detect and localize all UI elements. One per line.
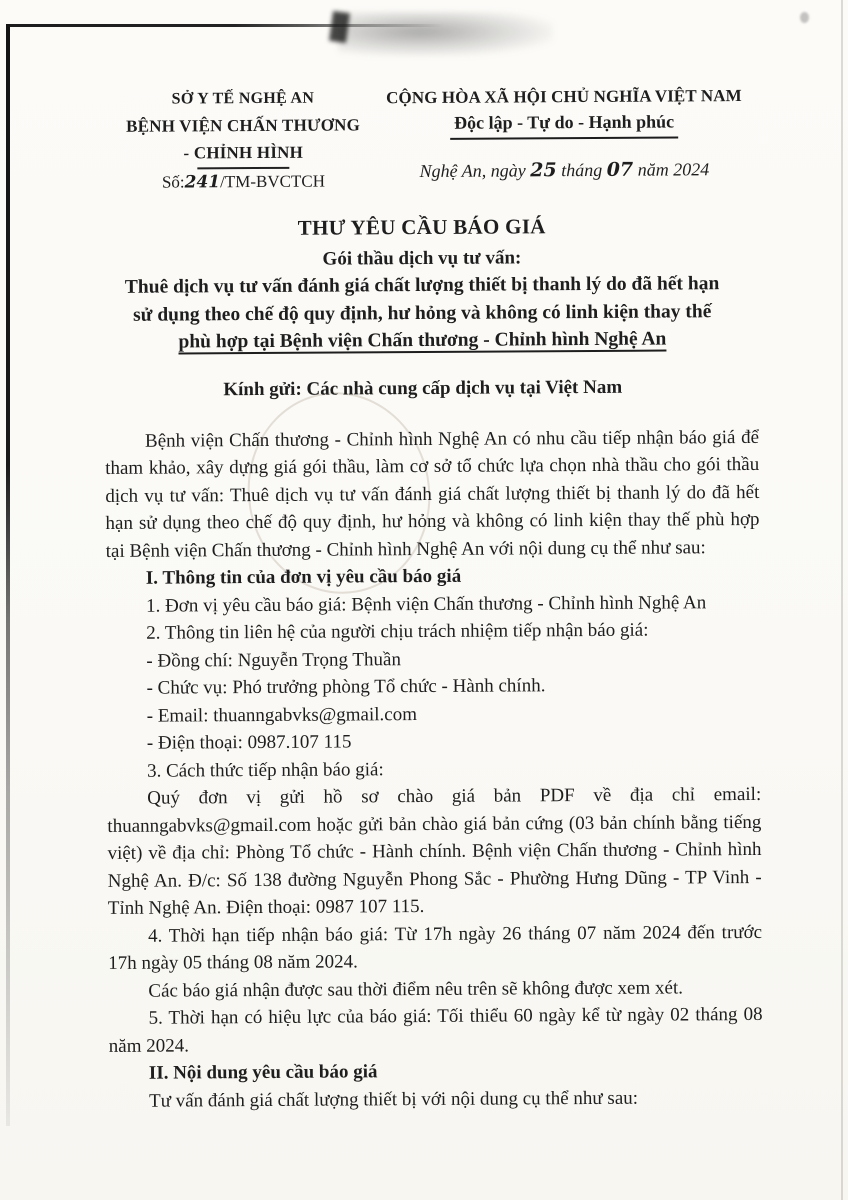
document-title: THƯ YÊU CẦU BÁO GIÁ bbox=[297, 214, 546, 240]
contact-position-line: - Chức vụ: Phó trưởng phòng Tổ chức - Hành chính. bbox=[146, 675, 546, 699]
package-title-line2: sử dụng theo chế độ quy định, hư hỏng và không có linh kiện thay thế bbox=[133, 300, 712, 326]
body-item-2: 2. Thông tin liên hệ của người chịu trách nhiệm tiếp nhận báo giá: bbox=[146, 619, 649, 644]
package-label: Gói thầu dịch vụ tư vấn: bbox=[322, 247, 522, 270]
body-item-5: 5. Thời hạn có hiệu lực của báo giá: Tối thiểu 60 ngày kể từ ngày 02 tháng 08 năm 2024. bbox=[108, 1003, 763, 1057]
national-motto-wrap bbox=[349, 109, 779, 141]
body-paragraph-closing: Tư vấn đánh giá chất lượng thiết bị với nội dung cụ thể như sau: bbox=[148, 1087, 639, 1112]
document-number-handwritten: 241 bbox=[184, 172, 221, 193]
document-number-prefix: Số: bbox=[161, 172, 185, 192]
date-prefix: Nghệ An, ngày bbox=[419, 160, 531, 182]
date-month-handwritten: 07 bbox=[606, 158, 634, 181]
body-item-1: 1. Đơn vị yêu cầu báo giá: Bệnh viện Chấn thương - Chỉnh hình Nghệ An bbox=[145, 591, 707, 617]
national-title: CỘNG HÒA XÃ HỘI CHỦ NGHĨA VIỆT NAM bbox=[386, 86, 742, 108]
title-block bbox=[0, 209, 846, 357]
document-body bbox=[105, 423, 763, 1114]
body-item-3: 3. Cách thức tiếp nhận báo giá: bbox=[146, 758, 384, 782]
document-number-suffix: /TM-BVCTCH bbox=[220, 171, 326, 192]
contact-email-line: - Email: thuanngabvks@gmail.com bbox=[146, 703, 418, 727]
salutation: Kính gửi: Các nhà cung cấp dịch vụ tại Việt Nam bbox=[223, 376, 623, 400]
contact-phone-line: - Điện thoại: 0987.107 115 bbox=[146, 731, 352, 754]
package-title-line1: Thuê dịch vụ tư vấn đánh giá chất lượng thiết bị thanh lý do đã hết hạn bbox=[124, 273, 720, 298]
org-name-line1: BỆNH VIỆN CHẤN THƯƠNG bbox=[126, 115, 361, 136]
section-heading-1: I. Thông tin của đơn vị yêu cầu báo giá bbox=[145, 565, 462, 589]
section-heading-2: II. Nội dung yêu cầu báo giá bbox=[148, 1061, 378, 1084]
org-parent-name: SỞ Y TẾ NGHỆ AN bbox=[171, 89, 315, 108]
national-motto: Độc lập - Tự do - Hạnh phúc bbox=[450, 109, 678, 139]
contact-name-line: - Đồng chí: Nguyễn Trọng Thuần bbox=[146, 648, 401, 672]
national-header-block bbox=[349, 82, 780, 183]
body-paragraph-intro: Bệnh viện Chấn thương - Chỉnh hình Nghệ An có nhu cầu tiếp nhận báo giá để tham khảo, xây dựng giá gói thầu, làm cơ sở tổ chức lựa chọn nhà thầu cho gói thầu dịch vụ tư vấn: Thuê dịch vụ tư vấn đánh giá chất lượng thiết bị thanh lý do đã hết hạn sử dụng theo chế độ quy định, hư hỏng và không có linh kiện thay thế phù hợp tại Bệnh viện Chấn thương - Chỉnh hình Nghệ An với nội dung cụ thể như sau: bbox=[105, 426, 760, 562]
package-title-line3: phù hợp tại Bệnh viện Chấn thương - Chỉnh hình Nghệ An bbox=[178, 328, 667, 353]
body-item-4: 4. Thời hạn tiếp nhận báo giá: Từ 17h ngày 26 tháng 07 năm 2024 đến trước 17h ngày 05 tháng 08 năm 2024. bbox=[108, 921, 763, 974]
body-note-line: Các báo giá nhận được sau thời điểm nêu trên sẽ không được xem xét. bbox=[148, 976, 684, 1002]
date-day-handwritten: 25 bbox=[530, 159, 557, 182]
org-name-line2: - CHỈNH HÌNH bbox=[183, 142, 304, 163]
document-header bbox=[0, 0, 846, 205]
body-paragraph-delivery: Quý đơn vị gửi hồ sơ chào giá bản PDF về địa chỉ email: thuanngabvks@gmail.com hoặc gửi bản chào giá bản cứng (03 bản chính bằng tiếng việt) về địa chỉ: Phòng Tổ chức - Hành chính. Bệnh viện Chấn thương - Chỉnh hình Nghệ An. Đ/c: Số 138 đường Nguyễn Phong Sắc - Phường Hưng Dũng - TP Vinh - Tỉnh Nghệ An. Điện thoại: 0987 107 115. bbox=[107, 783, 762, 919]
date-suffix: năm 2024 bbox=[633, 159, 710, 180]
date-line bbox=[349, 158, 779, 183]
date-mid: tháng bbox=[556, 159, 607, 181]
